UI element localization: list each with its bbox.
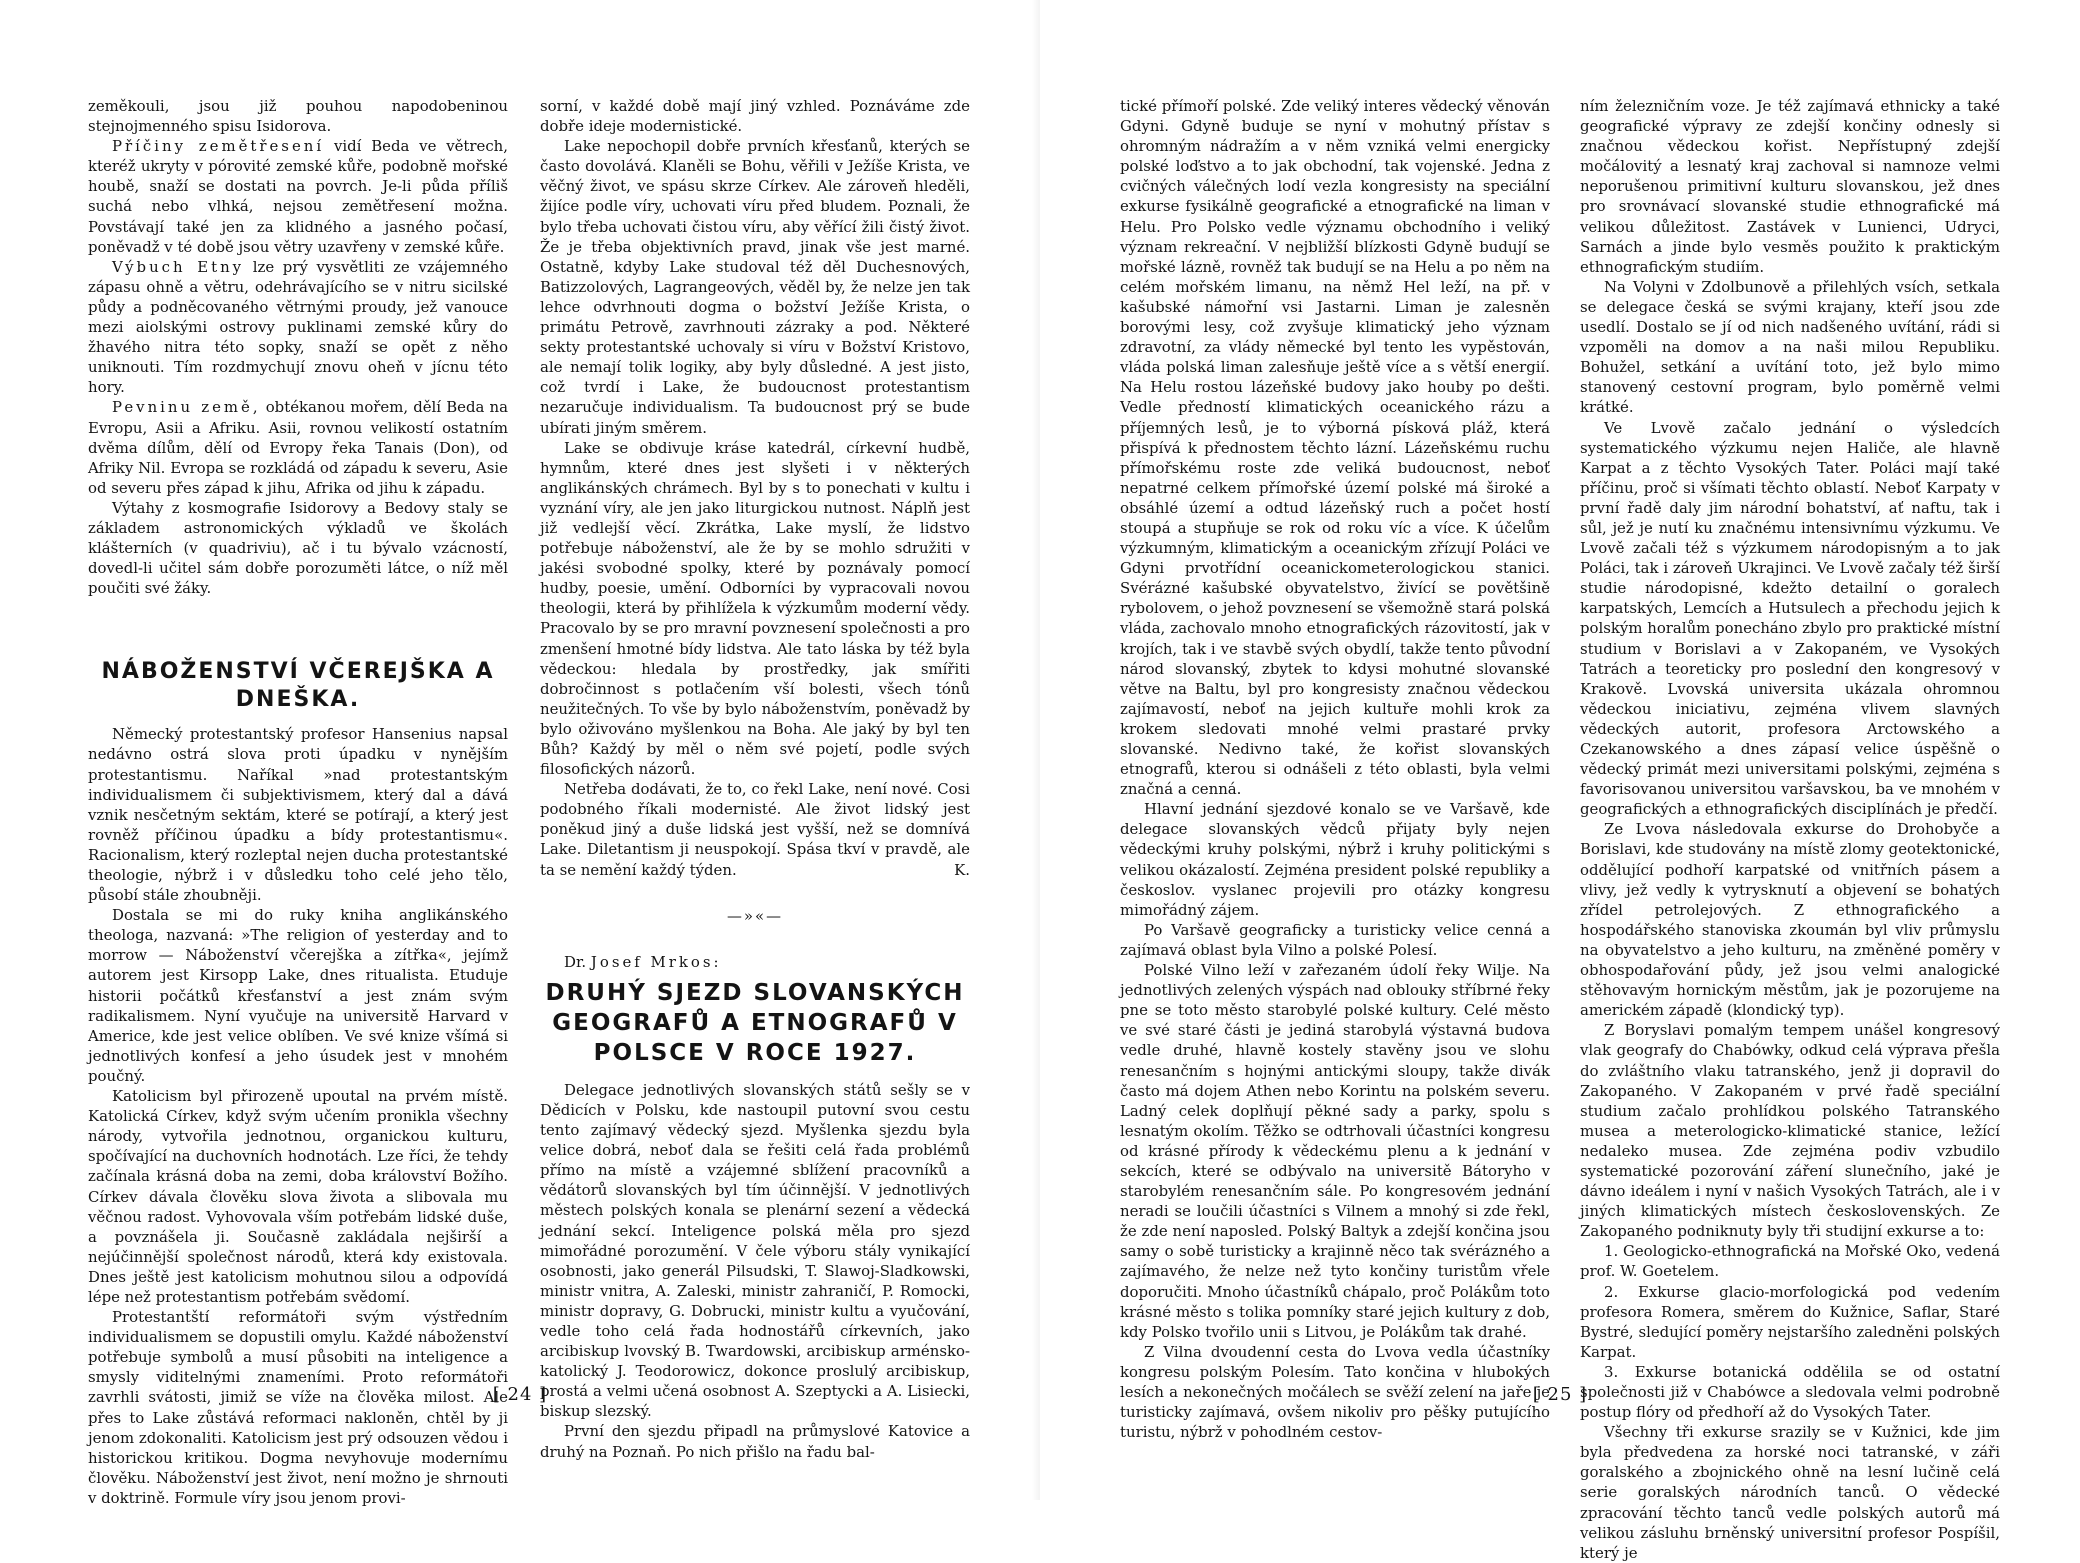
paragraph: Lake nepochopil dobře prvních křesťanů, kterých se často dovolává. Klaněli se Bohu, věřili v Ježíše Krista, ve věčný život, ve spásu skrze Církev. Ale zároveň hleděli, žijíce podle víry, uchovati víru před bludem. Poznali, že bylo třeba uchovati čistou víru, aby věřící žili čistý život. Že je třeba objektivních pravd, jinak vše jest marné. Ostatně, kdyby Lake studoval též děl Duchesnových, Batizzolových, Lagrangeových, věděl by, že nelze jen tak lehce odvrhnouti dogma o božství Ježíše Krista, o primátu Petrově, zavrhnouti zázraky a pod. Některé sekty protestantské uchovaly si víru v Božství Kristovo, ale nemají tolik logiky, aby byly důsledné. A jest jisto, což tvrdí i Lake, že budoucnost protestantism nezaručuje individualism. Ta budoucnost prý se bude ubírati jiným směrem. xyxy=(540,137,970,437)
paragraph: První den sjezdu připadl na průmyslové Katovice a druhý na Poznaň. Po nich přišlo na řadu bal- xyxy=(540,1422,970,1461)
paragraph xyxy=(88,397,508,497)
page-number: [ 25 ] xyxy=(1532,1384,1588,1405)
section-divider: —»«— xyxy=(726,906,783,925)
paragraph: sorní, v každé době mají jiný vzhled. Poznáváme zde dobře ideje modernistické. xyxy=(540,97,970,136)
paragraph: Dostala se mi do ruky kniha anglikánského theologa, nazvaná: »The religion of yesterday and to morrow — Náboženství včerejška a zítřka«, jejímž autorem jest Kirsopp Lake, dnes ritualista. Etuduje historii počátků křesťanství a jest znám svým radikalismem. Nyní vyučuje na universitě Harvard v Americe, kde jest velice oblíben. Ve své knize všímá si jednotlivých konfesí a jeho úsudek jest v mnohém poučný. xyxy=(88,906,508,1085)
list-item: 2. Exkurse glacio-morfologická pod vedením profesora Romera, směrem do Kužnice, Saflar, Staré Bystré, sledující poměry nejstaršího zaledněni polských Karpat. xyxy=(1580,1282,2000,1361)
paragraph: Na Volyni v Zdolbunově a přilehlých vsích, setkala se delegace česká se svými krajany, kteří jsou zde usedlí. Dostalo se jí od nich nadšeného uvítání, rádi si vzpoměli na domov a na naši milou Republiku. Bohužel, setkání a uvítání toto, jež bylo mimo stanovený cestovní program, bylo poměrně velmi krátké. xyxy=(1580,277,2000,417)
paragraph: Výtahy z kosmografie Isidorovy a Bedovy staly se základem astronomických výkladů ve školách klášterních (v quadriviu), ač i tu bývalo vzácností, dovedl-li učitel sám dobře porozuměti látce, o níž měl poučiti své žáky. xyxy=(88,498,508,598)
paragraph: Ze Lvova následovala exkurse do Drohobyče a Borislavi, kde studovány na místě zlomy geotektonické, oddělující podhoří karpatské od vnitřních pásem a vlivy, jež vedly k vytrysknutí a objevení se bohatých zřídel petrolejových. Z ethnografického a hospodářského stanoviska zkoumán byl vliv průmyslu na obyvatelstvo a jeho kulturu, na změněné poměry v obhospodařování půdy, jež jsou velmi analogické stěhovavým hornickým městům, jak je pozorujeme na americkém západě (klondický typ). xyxy=(1580,820,2000,1020)
paragraph: Polské Vilno leží v zařezaném údolí řeky Wilje. Na jednotlivých zelených výspách nad oblouky stříbrné řeky pne se toto město starobylé polské kultury. Celé město ve své staré části je jediná starobylá výstavná budova vedle druhé, hlavně kostely stavěny jsou ve slohu renesančním s hojnými antickými sloupy, takže divák často má dojem Athen nebo Korintu na polském severu. Ladný celek doplňují pěkné sady a parky, spolu s lesnatým okolím. Těžko se odtrhovali účastníci kongresu od krásné přírody k vědeckému plenu a k jednání v sekcích, které se odbývalo na universitě Bátoryho v starobylém renesančním sále. Po kongresovém jednání neradi se loučili účastníci s Vilnem a mnohý si zde řekl, že zde není naposled. Polský Baltyk a zdejší končina jsou samy o sobě turisticky a krajinně něco tak svérázného a zajímavého, že nelze než tyto končiny turistům vřele doporučiti. Mnoho účastníků chápalo, proč Polákům toto krásné město s tolika pomníky staré jejich kultury z dob, kdy Polsko tvořilo unii s Litvou, je Polákům tak drahé. xyxy=(1120,961,1550,1341)
left-page xyxy=(0,0,1040,1507)
spaced-lead: Příčiny zemětřesení xyxy=(112,137,325,156)
right-page-column-2 xyxy=(1580,96,2000,1563)
paragraph-text: obtékanou mořem, dělí Beda na Evropu, Asii a Afriku. Asii, rovnou velikostí ostatním dvěma dílům, dělí od Evropy řeka Tanais (Don), od Afriky Nil. Evropa se rozkládá od západu k severu, Asie od severu přes západ k jihu, Afrika od jihu k západu. xyxy=(88,398,508,497)
paragraph: Z Vilna dvoudenní cesta do Lvova vedla účastníky kongresu polským Polesím. Tato končina v hlubokých lesích a nekonečných močálech se svěží zelení na jaře je turisticky zajímavá, ovšem nikoliv pro pěšky putujícího turistu, nýbrž v pohodlném cestov- xyxy=(1120,1342,1550,1442)
paragraph-text: vidí Beda ve větrech, kteréž ukryty v pórovité zemské kůře, podobně mořské houbě, snaží se dostati na povrch. Je-li půda příliš suchá nebo vlhká, nejsou zemětřesení možna. Povstávají také jen za klidného a jasného počasí, poněvadž v té době jsou větry uzavřeny v zemské kůře. xyxy=(88,137,508,256)
paragraph: ním železničním voze. Je též zajímavá ethnicky a také geografické výpravy ze zdejší končiny odnesly si značnou vědeckou kořist. Nepřístupný zdejší močálovitý a lesnatý kraj zachoval si namnoze velmi neporušenou primitivní kulturu slovanskou, jež dnes pro srovnávací slovanské studie ethnografické má velikou důležitost. Zastávek v Lunienci, Udryci, Sarnách a jinde bylo vesměs použito k praktickým ethnografickým studiím. xyxy=(1580,97,2000,276)
paragraph-text: Netřeba dodávati, že to, co řekl Lake, není nové. Cosi podobného říkali modernisté. Ale život lidský jest poněkud jiný a duše lidská jest vyšší, než se domnívá Lake. Diletantism ji neuspokojí. Spása tkví v pravdě, ale ta se nemění každý týden. xyxy=(540,780,970,879)
paragraph: Protestantští reformátoři svým výstředním individualismem se dopustili omylu. Každé náboženství potřebuje symbolů a musí působiti na inteligence a smysly viditelnými znameními. Proto reformátoři zavrhli svátosti, jimiž se víže na člověka milost. Ale přes to Lake zůstává reformaci nakloněn, chtěl by ji jenom zdokonaliti. Katolicism jest prý odsouzen vědou i historickou kritikou. Dogma nevyhovuje modernímu člověku. Náboženství jest život, není možno je shrnouti v doktrině. Formule víry jsou jenom provi- xyxy=(88,1308,508,1507)
right-page xyxy=(1040,0,2080,1562)
article-heading: NÁBOŽENSTVÍ VČEREJŠKA A DNEŠKA. xyxy=(101,659,495,713)
paragraph: Německý protestantský profesor Hansenius napsal nedávno ostrá slova proti úpadku v nynějším protestantismu. Naříkal »nad protestantským individualismem či subjektivismem, který dal a dává vznik nesčetným sektám, které se potírají, a který jest rovněž příčinou úpadku a bídy protestantismu«. Racionalism, který rozleptal nejen ducha protestantské theologie, nýbrž i v důsledku toho celé jeho tělo, působí stále zhoubněji. xyxy=(88,725,508,905)
author-title: Dr. xyxy=(564,952,587,971)
spaced-lead: Pevninu země, xyxy=(112,398,261,417)
paragraph: Delegace jednotlivých slovanských států sešly se v Dědicích v Polsku, kde nastoupil putovní svou cestu tento zajímavý vědecký sjezd. Myšlenka sjezdu byla velice dobrá, neboť dala se řešiti celá řada problémů přímo na místě a vzájemné sblížení pracovníků a vědátorů slovanských byl tím účinnější. V jednotlivých městech polských konala se plenární sezení a vědecká jednání sekcí. Inteligence polská měla pro sjezd mimořádné porozumění. V čele výboru stály vynikající osobnosti, jako generál Pilsudski, T. Slawoj-Sladkowski, ministr vnitra, A. Zaleski, ministr zahraničí, P. Romocki, ministr dopravy, G. Dobrucki, ministr kultu a vyučování, vedle toho celá řada hodnostářů církevních, jako arcibiskup lvovský B. Twardowski, arcibiskup arménsko-katolický J. Teodorowicz, dokonce proslulý arcibiskup, prostá a velmi učená osobnost A. Szeptycki a A. Lisiecki, biskup slezský. xyxy=(540,1080,970,1421)
paragraph: Ve Lvově začalo jednání o výsledcích systematického výzkumu nejen Haliče, ale hlavně Karpat a z těchto Vysokých Tater. Poláci mají také příčinu, proč si všímati těchto oblastí. Neboť Karpaty v první řadě daly jim národní bohatství, ať naftu, tak i sůl, jež je nutí ku značnému intensivnímu výzkumu. Ve Lvově začali též s výzkumem národopisným a to jak Poláci, tak i zároveň Ukrajinci. Ve Lvově začaly též širší studie národopisné, kdežto detailní o goralech karpatských, Lemcích a Hutsulech a přechodu jejich k polským horalům ponecháno zbylo pro praktické místní studium v Borislavi a v Zakopaném, ve Vysokých Tatrách a teoreticky pro poslední den kongresový v Krakově. Lvovská universita ukázala ohromnou vědeckou iniciativu, zejména vlivem slavných vědeckých autorit, profesora Arctowského a Czekanowského a dnes zápasí velice úspěšně o vědecký primát mezi universitami polskými, zejména s favorisovanou universitou varšavskou, ba ve mnohém v geografických a ethnografických disciplínách je předčí. xyxy=(1580,418,2000,819)
paragraph: Z Boryslavi pomalým tempem unášel kongresový vlak geografy do Chabówky, odkud celá výprava přešla do zvláštního vlaku tatranského, jenž ji dopravil do Zakopaného. V Zakopaném v prvé řadě speciální studium začalo prohlídkou polského Tatranského musea a meterologicko-klimatické stanice, ležící nedaleko musea. Zde zejména podiv vzbudilo systematické pozorování záření slunečního, jaké je dávno ideálem i nyní v našich Vysokých Tatrách, ale i v jiných klimatických místech československých. Ze Zakopaného podniknuty byly tři studijní exkurse a to: xyxy=(1580,1021,2000,1241)
spaced-lead: Výbuch Etny xyxy=(112,257,245,276)
paragraph-text: lze prý vysvětliti ze vzájemného zápasu ohně a větru, odehrávajícího se v nitru sicilské půdy a podněcovaného větrnými proudy, jež vanouce mezi aiolskými ostrovy puklinami zemské kůry do žhavého nitra této sopky, snaží se opět z něho uniknouti. Tím rozdmychují znovu oheň v jícnu této hory. xyxy=(88,257,508,397)
left-page-column-1 xyxy=(88,96,508,1508)
paragraph: tické přímoří polské. Zde veliký interes vědecký věnován Gdyni. Gdyně buduje se nyní v mohutný přístav s ohromným nádražím a v něm vzniká velmi energicky polské loďstvo a to jak obchodní, tak vojenské. Jedna z cvičných válečných lodí vezla kongresisty na speciální exkurse fysikálně geografické a etnografické na liman v Helu. Pro Polsko vedle významu obchodního i veliký význam rekreační. V nejbližší blízkosti Gdyně budují se mořské lázně, rovněž tak budují se na Helu a po něm na celém mořském limanu, na němž Hel leží, na př. v kašubské námořní vsi Jastarni. Liman je zalesněn borovými lesy, což zvyšuje klimatický jeho význam zdravotní, za vlády německé byl tento les vypěstován, vláda polská liman zalesňuje ještě více a s větší energií. Na Helu rostou lázeňské budovy jako houby po dešti. Vedle předností klimatických oceanického rázu a příjemných lesů, je to výborná písková pláž, která přispívá k přednostem těchto lázní. Lázeňskému ruchu přímořskému roste zde veliká budoucnost, neboť nepatrné celkem přímořské území polské má široké a obsáhlé území a odtud lázeňský ruch a počet hostí stoupá a stupňuje se rok od roku víc a více. K účelům výzkumným, klimatickým a oceanickým zřízují Poláci ve Gdyni prvotřídní oceanickometerologickou stanici. Svérázné kašubské obyvatelstvo, živící se povětšině rybolovem, o jehož povznesení se všemožně stará polská vláda, zachovalo mnoho etnografických rázovitostí, jak v krojích, tak i ve stavbě svých obydlí, takže tento původní národ slovanský, zbytek to kdysi mohutné slovanské větve na Baltu, byl pro kongresisty značnou vědeckou zajímavostí, neboť na jejich kultuře mohli krok za krokem sledovati mnohé velmi prastaré prvky slovanské. Nedivno také, že kořist slovanských etnografů, kterou si odnášeli z této oblasti, byla velmi značná a cenná. xyxy=(1120,97,1550,799)
left-page-column-2 xyxy=(540,96,970,1462)
list-item: 1. Geologicko-ethnografická na Mořské Oko, vedená prof. W. Goetelem. xyxy=(1580,1242,2000,1281)
paragraph xyxy=(540,779,970,879)
paragraph: Všechny tři exkurse srazily se v Kužnici, kde jim byla předvedena za horské noci tatranské, v záři goralského a zbojnického ohně na lesní lučině celá serie goralských národních tanců. O vědecké zpracování těchto tanců vedle polských autorů má velikou zásluhu brněnský universitní profesor Pospíšil, který je xyxy=(1580,1423,2000,1562)
right-page-column-1 xyxy=(1120,96,1550,1442)
page-number: [ 24 ] xyxy=(492,1384,548,1405)
paragraph: zeměkouli, jsou již pouhou napodobeninou stejnojmenného spisu Isidorova. xyxy=(88,97,508,136)
paragraph: Po Varšavě geograficky a turisticky velice cenná a zajímavá oblast byla Vilno a polské Polesí. xyxy=(1120,920,1550,959)
signature: K. xyxy=(954,860,970,879)
paragraph: Hlavní jednání sjezdové konalo se ve Varšavě, kde delegace slovanských vědců přijaty byly nejen vědeckými kruhy polskými, nýbrž i kruhy politickými s velikou okázalostí. Zejména president polské republiky a českoslov. vyslanec projevili pro otázky kongresu mimořádný zájem. xyxy=(1120,800,1550,919)
paragraph xyxy=(88,136,508,257)
author-line xyxy=(540,952,970,972)
author-name: Josef Mrkos: xyxy=(590,952,722,971)
paragraph: Katolicism byl přirozeně upoutal na prvém místě. Katolická Církev, když svým učením pronikla všechny národy, vytvořila jednotnou, organickou kulturu, spočívající na duchovních hodnotách. Lze říci, že tehdy začínala krásná doba na zemi, doba království Božího. Církev dávala člověku slova života a slibovala mu věčnou radost. Vyhovovala vším potřebám lidské duše, a povznášela ji. Současně zakládala nejširší a nejúčinnější společnost národů, která kdy existovala. Dnes ještě jest katolicism mohutnou silou a odpovídá lépe než protestantism potřebám svědomí. xyxy=(88,1087,508,1306)
paragraph: Lake se obdivuje kráse katedrál, církevní hudbě, hymnům, které dnes jest slyšeti i v některých anglikánských chrámech. Byl by s to ponechati v kultu i vyznání víry, ale jen jako liturgickou nutnost. Náplň jest již vedlejší věcí. Zkrátka, Lake myslí, že lidstvo potřebuje náboženství, ale že by se mohlo sdružiti v jakési svobodné spolky, které by poznávaly pomocí hudby, poesie, umění. Odborníci by vypracovali novou theologii, která by přihlížela k výzkumům moderní vědy. Pracovalo by se pro mravní povznesení společnosti a pro zmenšení hmotné bídy lidstva. Ale tato láska by též byla vědeckou: hledala by prostředky, jak smířiti dobročinnost s potlačením vší bolesti, všech tónů neužitečných. To vše by bylo náboženstvím, poněvadž by bylo oživováno myšlenkou na Boha. Ale jaký by byl ten Bůh? Každý by měl o něm své pojetí, podle svých filosofických názorů. xyxy=(540,438,970,779)
article-heading: DRUHÝ SJEZD SLOVANSKÝCH GEOGRAFŮ A ETNOGRAFŮ V POLSCE V ROCE 1927. xyxy=(545,979,965,1066)
list-item: 3. Exkurse botanická oddělila se od ostatní společnosti již v Chabówce a sledovala velmi podrobně postup flóry od předhoří až do Vysokých Tater. xyxy=(1580,1362,2000,1422)
spacer xyxy=(88,598,508,636)
paragraph xyxy=(88,257,508,398)
